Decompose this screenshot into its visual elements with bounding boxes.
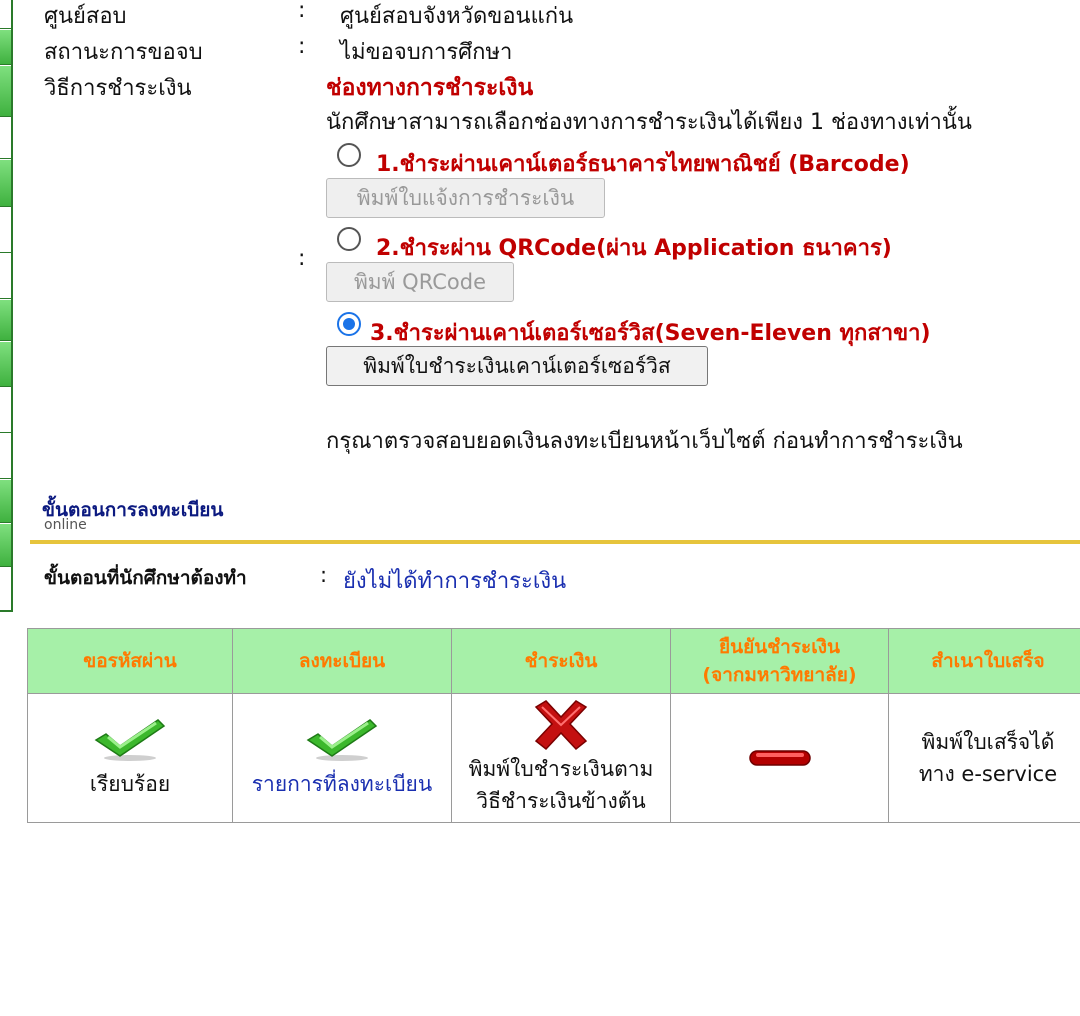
- cell-password-status: [28, 694, 233, 823]
- nav-segment[interactable]: [0, 480, 11, 523]
- payment-instruction-line1: พิมพ์ใบชำระเงินตาม: [468, 757, 654, 781]
- password-status-text: เรียบร้อย: [89, 772, 171, 796]
- colon: :: [298, 0, 306, 23]
- colon: :: [298, 34, 306, 59]
- exam-center-label: ศูนย์สอบ: [44, 4, 127, 29]
- nav-segment[interactable]: [0, 568, 11, 611]
- exam-center-value: ศูนย์สอบจังหวัดขอนแก่น: [340, 4, 574, 29]
- receipt-line1: พิมพ์ใบเสร็จได้: [921, 730, 1055, 754]
- cell-payment: [452, 694, 671, 823]
- cell-register: [233, 694, 452, 823]
- cross-icon: [530, 699, 592, 751]
- header-register: ลงทะเบียน: [233, 629, 452, 694]
- nav-segment[interactable]: [0, 160, 11, 207]
- section-subtitle: online: [44, 517, 87, 533]
- nav-segment[interactable]: [0, 208, 11, 253]
- payment-option-3-radio[interactable]: [337, 312, 361, 336]
- payment-option-2-radio[interactable]: [337, 227, 361, 251]
- payment-note: กรุณาตรวจสอบยอดเงินลงทะเบียนหน้าเว็บไซต์ ก่อนทำการชำระเงิน: [326, 429, 963, 454]
- colon: :: [298, 246, 306, 271]
- table-row: [28, 694, 1080, 823]
- header-confirm-payment: ยืนยันชำระเงิน (จากมหาวิทยาลัย): [671, 629, 889, 694]
- print-qrcode-button[interactable]: พิมพ์ QRCode: [326, 262, 514, 302]
- dash-icon: [748, 748, 812, 768]
- check-icon: [92, 716, 168, 762]
- table-header-row: [28, 629, 1080, 694]
- graduation-status-value: ไม่ขอจบการศึกษา: [340, 40, 513, 65]
- nav-segment[interactable]: [0, 300, 11, 341]
- receipt-line2: ทาง e-service: [918, 762, 1058, 786]
- registered-items-link[interactable]: รายการที่ลงทะเบียน: [251, 772, 433, 796]
- check-icon: [304, 716, 380, 762]
- graduation-status-label: สถานะการขอจบ: [44, 40, 203, 65]
- print-payment-slip-button[interactable]: พิมพ์ใบแจ้งการชำระเงิน: [326, 178, 605, 218]
- section-divider: [30, 540, 1080, 544]
- colon: :: [320, 563, 328, 587]
- registration-steps-table: [27, 628, 1080, 823]
- header-receipt-copy: สำเนาใบเสร็จ: [889, 629, 1080, 694]
- left-nav-strip: [0, 0, 13, 612]
- required-step-value: ยังไม่ได้ทำการชำระเงิน: [343, 569, 567, 594]
- cell-confirm-payment: [671, 694, 889, 823]
- nav-segment[interactable]: [0, 524, 11, 567]
- nav-segment[interactable]: [0, 66, 11, 117]
- payment-channel-description: นักศึกษาสามารถเลือกช่องทางการชำระเงินได้เพียง 1 ช่องทางเท่านั้น: [326, 110, 972, 135]
- payment-option-1-radio[interactable]: [337, 143, 361, 167]
- nav-segment[interactable]: [0, 388, 11, 433]
- cell-receipt: [889, 694, 1080, 823]
- required-step-label: ขั้นตอนที่นักศึกษาต้องทำ: [44, 567, 247, 589]
- nav-segment[interactable]: [0, 30, 11, 65]
- payment-option-3-label[interactable]: 3.ชำระผ่านเคาน์เตอร์เซอร์วิส(Seven-Eleven ทุกสาขา): [370, 321, 931, 346]
- payment-instruction-line2: วิธีชำระเงินข้างต้น: [476, 789, 646, 813]
- header-request-password: ขอรหัสผ่าน: [28, 629, 233, 694]
- payment-option-1-label[interactable]: 1.ชำระผ่านเคาน์เตอร์ธนาคารไทยพาณิชย์ (Barcode): [376, 152, 910, 177]
- payment-option-2-label[interactable]: 2.ชำระผ่าน QRCode(ผ่าน Application ธนาคาร): [376, 236, 892, 261]
- header-payment: ชำระเงิน: [452, 629, 671, 694]
- nav-segment[interactable]: [0, 118, 11, 159]
- nav-segment[interactable]: [0, 254, 11, 299]
- nav-segment[interactable]: [0, 0, 11, 29]
- section-title: ขั้นตอนการลงทะเบียน: [42, 499, 224, 521]
- nav-segment[interactable]: [0, 342, 11, 387]
- nav-segment[interactable]: [0, 434, 11, 479]
- print-counter-service-slip-button[interactable]: พิมพ์ใบชำระเงินเคาน์เตอร์เซอร์วิส: [326, 346, 708, 386]
- payment-method-label: วิธีการชำระเงิน: [44, 76, 192, 101]
- payment-channel-title: ช่องทางการชำระเงิน: [326, 75, 534, 101]
